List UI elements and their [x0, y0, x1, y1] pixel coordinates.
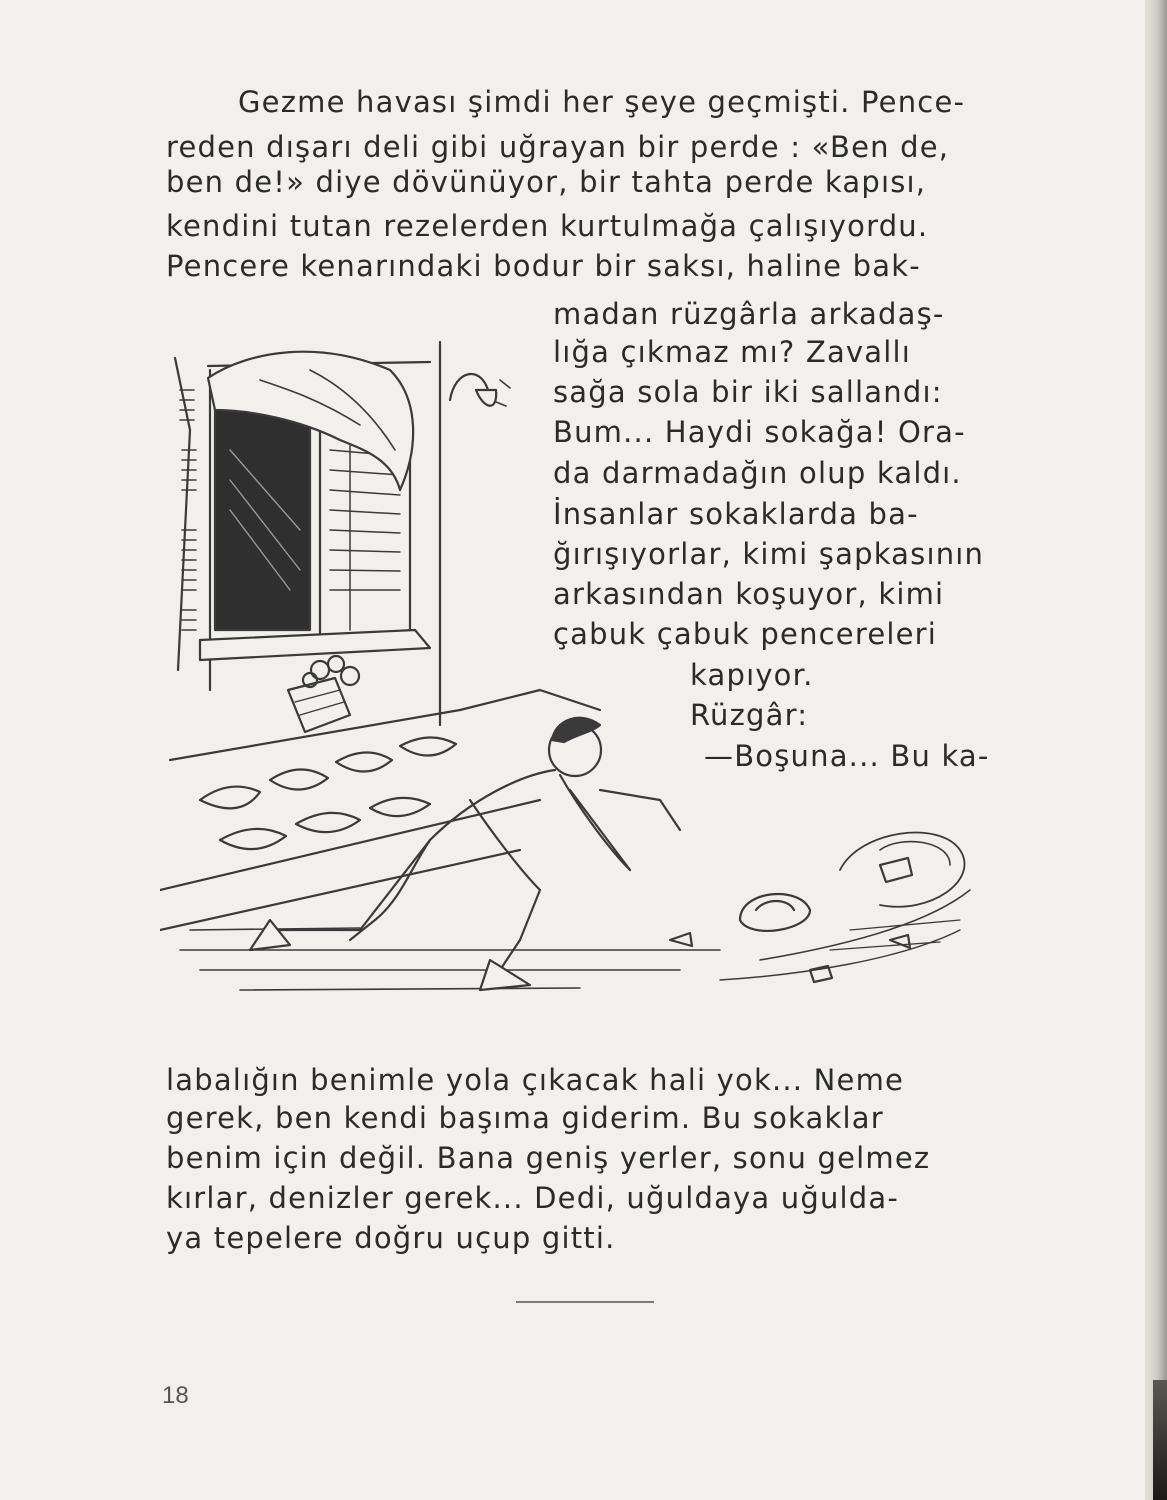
text-line: kapıyor.	[690, 658, 814, 692]
text-line: arkasından koşuyor, kimi	[553, 577, 945, 611]
text-line: ben de!» diye dövünüyor, bir tahta perde kapısı,	[166, 165, 927, 199]
text-line: ya tepelere doğru uçup gitti.	[166, 1221, 616, 1255]
text-line: Pencere kenarındaki bodur bir saksı, haline bak-	[166, 249, 921, 283]
text-line: Bum... Haydi sokağa! Ora-	[553, 415, 966, 449]
wind-street-illustration	[160, 330, 1010, 1030]
text-line: İnsanlar sokaklarda ba-	[553, 497, 919, 531]
text-line: Gezme havası şimdi her şeye geçmişti. Pence-	[238, 85, 966, 119]
text-line: lığa çıkmaz mı? Zavallı	[553, 335, 912, 369]
text-line: benim için değil. Bana geniş yerler, sonu gelmez	[166, 1141, 931, 1175]
text-line: çabuk çabuk pencereleri	[553, 617, 938, 651]
text-line: labalığın benimle yola çıkacak hali yok... Neme	[166, 1063, 905, 1097]
page-number: 18	[162, 1382, 189, 1409]
text-line: sağa sola bir iki sallandı:	[553, 375, 943, 409]
text-line: Rüzgâr:	[690, 698, 809, 732]
text-line: ğırışıyorlar, kimi şapkasının	[553, 537, 985, 571]
text-line: madan rüzgârla arkadaş-	[553, 297, 945, 331]
text-line: gerek, ben kendi başıma giderim. Bu sokaklar	[166, 1101, 884, 1135]
text-line: da darmadağın olup kaldı.	[553, 456, 962, 490]
text-line: —Boşuna... Bu ka-	[704, 739, 990, 773]
text-line: kırlar, denizler gerek... Dedi, uğuldaya uğulda-	[166, 1181, 900, 1215]
text-line: kendini tutan rezelerden kurtulmağa çalışıyordu.	[166, 209, 929, 243]
section-divider	[516, 1301, 654, 1303]
text-line: reden dışarı deli gibi uğrayan bir perde : «Ben de,	[166, 130, 950, 164]
page-edge-shadow	[1145, 0, 1167, 1500]
